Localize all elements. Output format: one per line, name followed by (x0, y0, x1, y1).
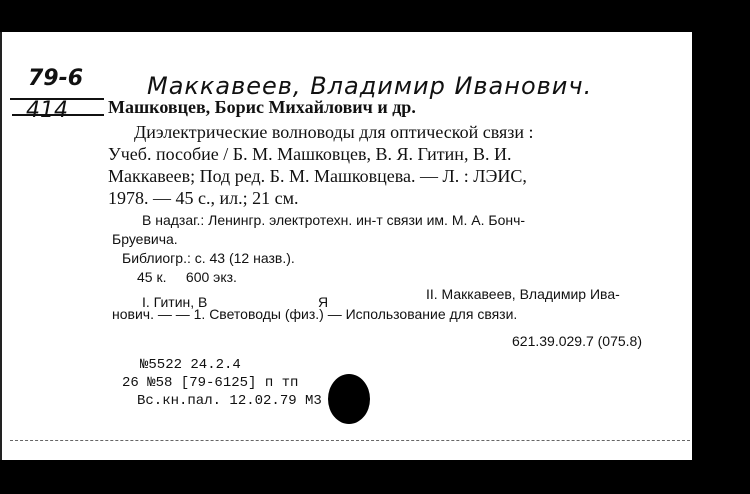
title-line-3: Маккавеев; Под ред. Б. М. Машковцева. — Л. : ЛЭИС, (108, 166, 527, 186)
tracing-line-1-right: II. Маккавеев, Владимир Ива- (426, 286, 620, 302)
handwritten-author-name: Маккавеев, Владимир Иванович. (147, 72, 593, 100)
title-line-2: Учеб. пособие / Б. М. Машковцев, В. Я. Гитин, В. И. (108, 144, 512, 164)
note-line-2: Бруевича. (112, 231, 178, 247)
tracing-line-2: нович. — — 1. Световоды (физ.) — Использование для связи. (112, 306, 518, 322)
footer-line-2: 26 №58 [79-6125] п тп (122, 375, 299, 391)
punch-hole (328, 374, 370, 424)
title-line-1: Диэлектрические волноводы для оптической связи : (134, 122, 534, 142)
tracing-line-1-left: I. Гитин, В (142, 294, 208, 310)
bottom-rule (10, 440, 690, 441)
tracing-line-1-mid: Я (318, 294, 329, 310)
footer-line-1: №5522 24.2.4 (140, 357, 241, 373)
classification-code: 621.39.029.7 (075.8) (512, 333, 642, 349)
title-line-4: 1978. — 45 с., ил.; 21 см. (108, 188, 299, 208)
footer-line-3: Вс.кн.пал. 12.02.79 М3 (137, 393, 322, 409)
handwritten-code-top: 79-6 (28, 66, 84, 91)
note-bibliography: Библиогр.: с. 43 (12 назв.). (122, 250, 295, 266)
note-line-1: В надзаг.: Ленингр. электротехн. ин-т связи им. М. А. Бонч- (142, 212, 526, 228)
catalog-card (0, 32, 692, 460)
note-price: 45 к. 600 экз. (137, 269, 237, 285)
card-header: Машковцев, Борис Михайлович и др. (108, 97, 416, 117)
handwritten-code-bottom: 414 (26, 98, 68, 123)
handwritten-underline (12, 114, 104, 116)
